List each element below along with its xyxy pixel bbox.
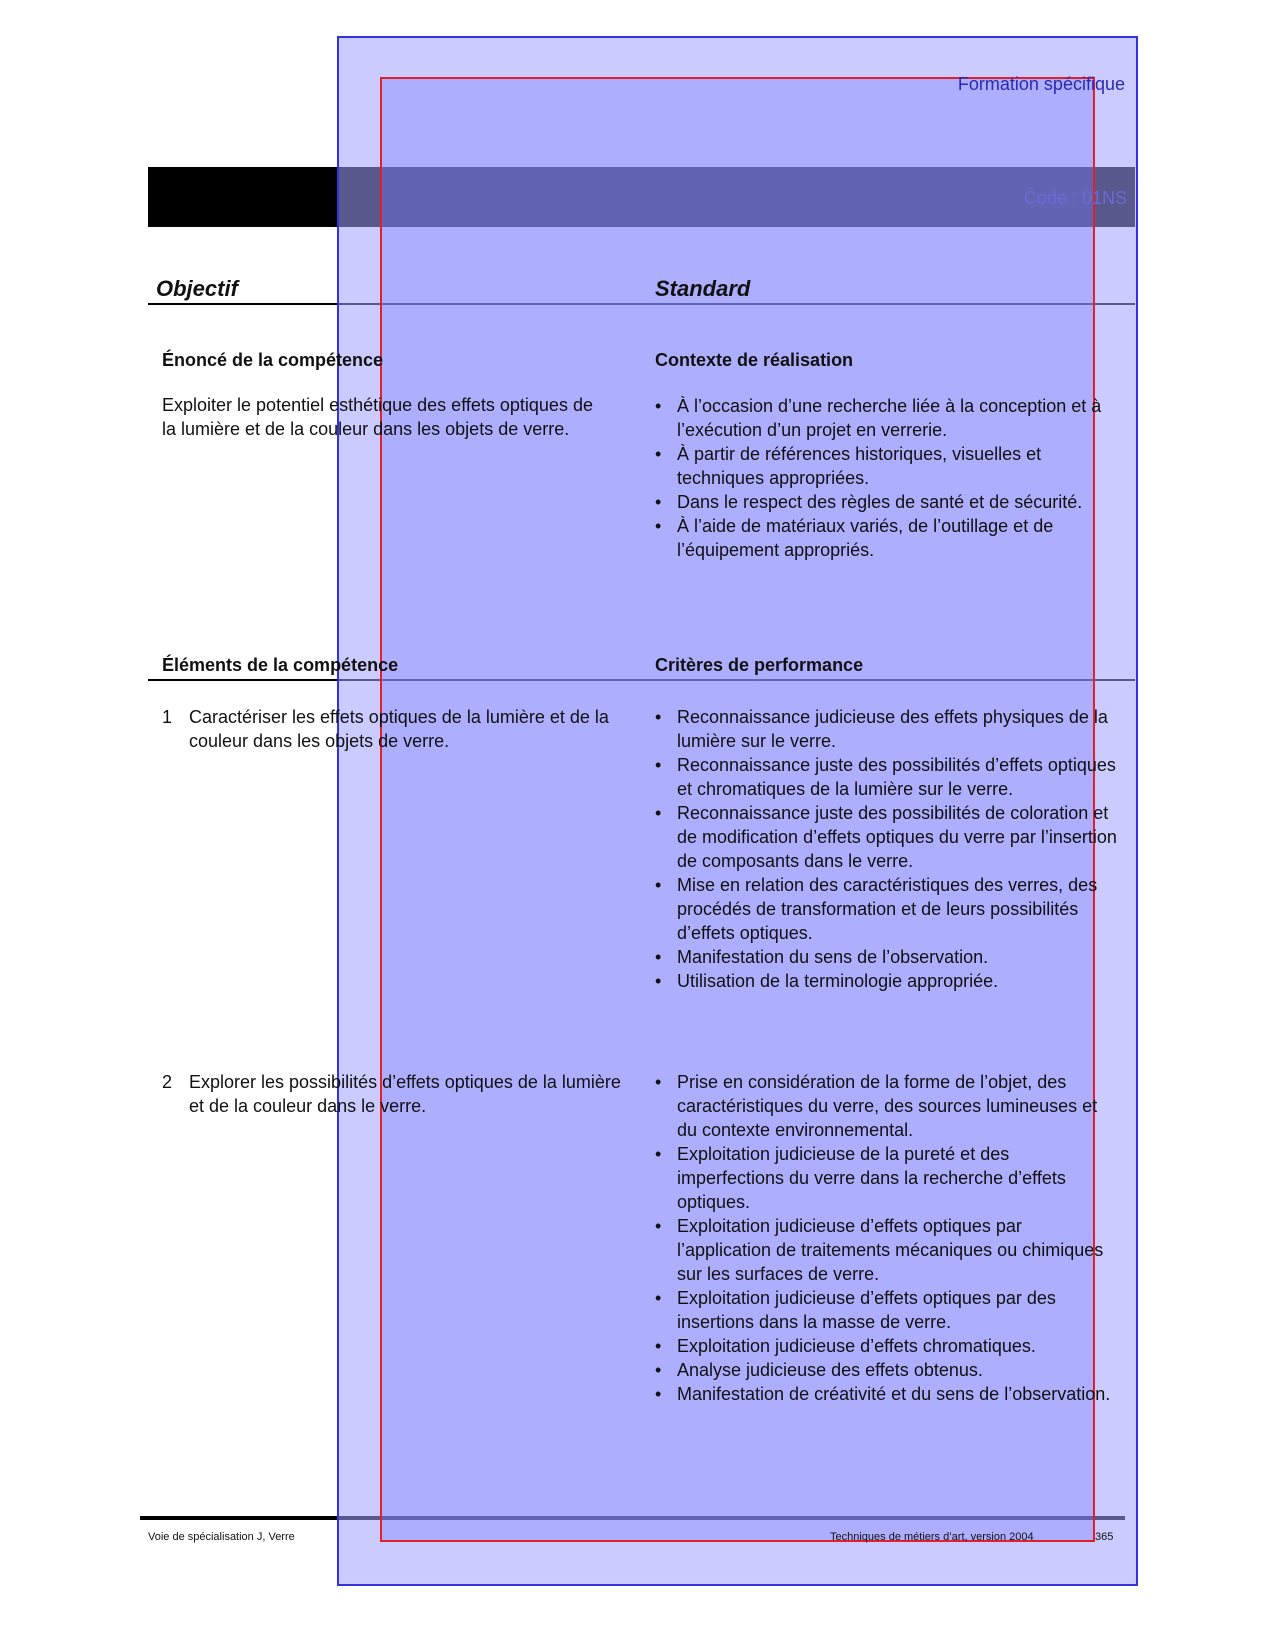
critere-item: • Exploitation judicieuse d’effets optiques par des insertions dans la masse de verre. <box>655 1288 1056 1332</box>
elements-label: Éléments de la compétence <box>162 655 399 675</box>
critere-item: • Exploitation judicieuse d’effets optiques par l’application de traitements mécaniques ou chimiques sur les surfaces de verre. <box>655 1216 1104 1284</box>
section-label: Formation spécifique <box>957 74 1125 94</box>
criteres-list-1 <box>655 705 1120 993</box>
contexte-item: • À l’occasion d’une recherche liée à la conception et à l’exécution d’un projet en verrerie. <box>655 396 1102 440</box>
competence-code: Code : 01NS <box>1023 188 1127 208</box>
critere-item: • Manifestation de créativité et du sens de l’observation. <box>655 1384 1111 1404</box>
enonce-label: Énoncé de la compétence <box>162 350 384 370</box>
critere-item: • Prise en considération de la forme de l’objet, des caractéristiques du verre, des sources lumineuses et du contexte environnemental. <box>655 1072 1098 1140</box>
critere-item: • Mise en relation des caractéristiques des verres, des procédés de transformation et de leurs possibilités d’effets optiques. <box>655 875 1098 943</box>
standard-heading: Standard <box>655 276 751 301</box>
criteres-list-2 <box>655 1070 1120 1406</box>
element-number: 1 <box>162 707 173 727</box>
page-number: 365 <box>1095 1531 1114 1543</box>
critere-item: • Utilisation de la terminologie appropriée. <box>655 971 999 991</box>
element-text: Caractériser les effets optiques de la lumière et de la couleur dans les objets de verre. <box>189 707 609 751</box>
contexte-item: • À partir de références historiques, visuelles et techniques appropriées. <box>655 444 1042 488</box>
element-text: Explorer les possibilités d’effets optiques de la lumière et de la couleur dans le verre. <box>189 1072 621 1116</box>
contexte-item: • À l’aide de matériaux variés, de l’outillage et de l’équipement appropriés. <box>655 516 1054 560</box>
element-2 <box>162 1070 622 1118</box>
criteres-label: Critères de performance <box>655 655 864 675</box>
objectif-heading: Objectif <box>156 276 238 301</box>
critere-item: • Exploitation judicieuse d’effets chromatiques. <box>655 1336 1036 1356</box>
critere-item: • Analyse judicieuse des effets obtenus. <box>655 1360 983 1380</box>
contexte-list <box>655 394 1105 562</box>
element-1 <box>162 705 622 753</box>
contexte-item: • Dans le respect des règles de santé et de sécurité. <box>655 492 1083 512</box>
critere-item: • Exploitation judicieuse de la pureté et des imperfections du verre dans la recherche d’effets optiques. <box>655 1144 1066 1212</box>
critere-item: • Reconnaissance juste des possibilités de coloration et de modification d’effets optiques du verre par l’insertion de composants dans le verre. <box>655 803 1117 871</box>
critere-item: • Manifestation du sens de l’observation. <box>655 947 989 967</box>
critere-item: • Reconnaissance judicieuse des effets physiques de la lumière sur le verre. <box>655 707 1108 751</box>
contexte-label: Contexte de réalisation <box>655 350 854 370</box>
critere-item: • Reconnaissance juste des possibilités d’effets optiques et chromatiques de la lumière sur le verre. <box>655 755 1116 799</box>
element-number: 2 <box>162 1072 173 1092</box>
footer-left: Voie de spécialisation J, Verre <box>148 1531 295 1543</box>
footer-right: Techniques de métiers d’art, version 2004 <box>830 1531 1034 1543</box>
enonce-text: Exploiter le potentiel esthétique des effets optiques de la lumière et de la couleur dans les objets de verre. <box>162 395 593 439</box>
